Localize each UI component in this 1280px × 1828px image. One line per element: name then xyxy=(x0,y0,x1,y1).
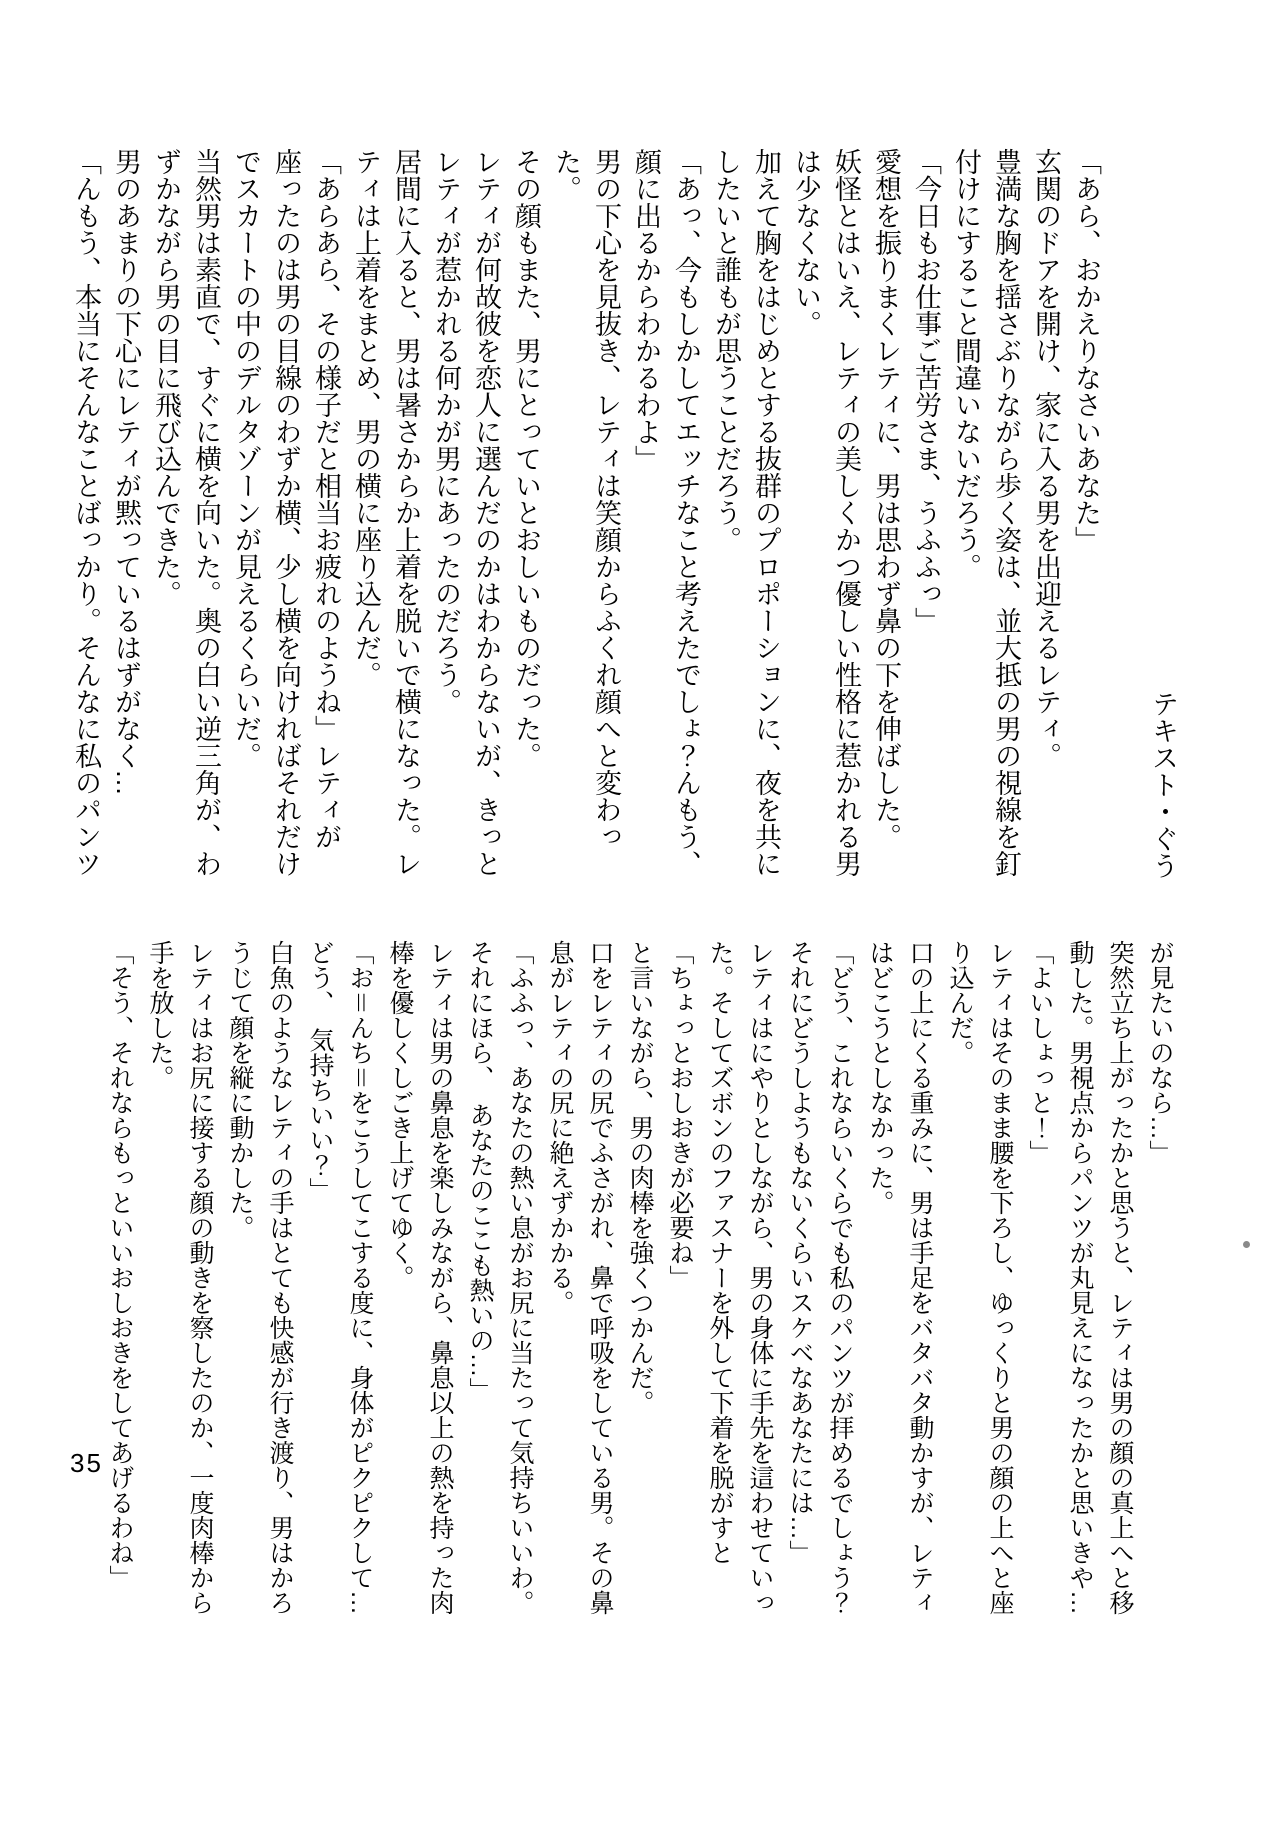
paragraph: 「どう、これならいくらでも私のパンツが拝めるでしょう？それにどうしようもないくらいスケベなあなたには…」 xyxy=(786,940,854,1615)
paragraph: レティは男の鼻息を楽しみながら、鼻息以上の熱を持った肉棒を優しくしごき上げてゆく。 xyxy=(386,940,454,1615)
text-credit: テキスト・ぐう xyxy=(1148,690,1178,879)
paragraph: 「あっ、今もしかしてエッチなこと考えたでしょ？んもう、顔に出るからわかるわよ」 xyxy=(631,148,701,877)
paragraph: 「お＝んち＝をこうしてこする度に、身体がピクピクして…どう、 気持ちいい？」 xyxy=(306,940,374,1616)
top-text-block xyxy=(66,148,1106,888)
paragraph: 妖怪とはいえ、レティの美しくかつ優しい性格に惹かれる男は少なくない。 xyxy=(791,148,861,877)
paragraph: と言いながら、男の肉棒を強くつかんだ。 xyxy=(626,940,654,1415)
page-number: 35 xyxy=(70,1448,103,1478)
paragraph: 「ちょっとおしおきが必要ね」 xyxy=(666,940,694,1290)
paragraph: レティはお尻に接する顔の動きを察したのか、一度肉棒から手を放した。 xyxy=(146,940,214,1615)
paragraph: 豊満な胸を揺さぶりながら歩く姿は、並大抵の男の視線を釘付けにすること間違いないだろう。 xyxy=(951,148,1021,877)
paragraph: 「今日もお仕事ご苦労さま、うふふっ」 xyxy=(911,148,941,634)
paragraph: 「あら、おかえりなさいあなた」 xyxy=(1071,148,1101,553)
paragraph: 白魚のようなレティの手はとても快感が行き渡り、男はかろうじて顔を縦に動かした。 xyxy=(226,940,294,1615)
scan-speck xyxy=(1243,1241,1250,1248)
paragraph: レティはにやりとしながら、男の身体に手先を這わせていった。そしてズボンのファスナーを外して下着を脱がすと xyxy=(706,940,774,1615)
paragraph: 愛想を振りまくレティに、男は思わず鼻の下を伸ばした。 xyxy=(871,148,901,850)
paragraph: 加えて胸をはじめとする抜群のプロポーションに、夜を共にしたいと誰もが思うことだろう。 xyxy=(711,148,781,877)
bottom-text-block xyxy=(100,940,1180,1620)
paragraph: その顔もまた、男にとっていとおしいものだった。 xyxy=(511,148,541,769)
paragraph: 「よいしょっと！」 xyxy=(1026,940,1054,1165)
paragraph: 「あらあら、その様子だと相当お疲れのようね」レティが座ったのは男の目線のわずか横、少し横を向ければそれだけでスカートの中のデルタゾーンが見えるくらいだ。 xyxy=(231,148,341,877)
paragraph: 男の下心を見抜き、レティは笑顔からふくれ顔へと変わった。 xyxy=(551,148,621,850)
paragraph: 居間に入ると、男は暑さからか上着を脱いで横になった。レティは上着をまとめ、男の横に座り込んだ。 xyxy=(351,148,421,877)
paragraph: レティが何故彼を恋人に選んだのかはわからないが、きっとレティが惹かれる何かが男にあったのだろう。 xyxy=(431,148,501,877)
paragraph: 「んもう、本当にそんなことばっかり。そんなに私のパンツ xyxy=(71,148,101,877)
paragraph: が見たいのなら…」 xyxy=(1146,940,1174,1165)
paragraph: 男のあまりの下心にレティが黙っているはずがなく… xyxy=(111,148,141,796)
paragraph: レティはそのまま腰を下ろし、ゆっくりと男の顔の上へと座り込んだ。 xyxy=(946,940,1014,1615)
paragraph: 口の上にくる重みに、男は手足をバタバタ動かすが、レティはどこうとしなかった。 xyxy=(866,940,934,1615)
paragraph: 「そう、それならもっといいおしおきをしてあげるわね」 xyxy=(106,940,134,1590)
paragraph: 「ふふっ、あなたの熱い息がお尻に当たって気持ちいいわ。それにほら、 あなたのここも熱いの…」 xyxy=(466,940,534,1615)
paragraph: 当然男は素直で、すぐに横を向いた。奥の白い逆三角が、わずかながら男の目に飛び込んできた。 xyxy=(151,148,221,877)
paragraph: 口をレティの尻でふさがれ、鼻で呼吸をしている男。その鼻息がレティの尻に絶えずかかる。 xyxy=(546,940,614,1615)
paragraph: 玄関のドアを開け、家に入る男を出迎えるレティ。 xyxy=(1031,148,1061,769)
paragraph: 突然立ち上がったかと思うと、レティは男の顔の真上へと移動した。男視点からパンツが丸見えになったかと思いきや… xyxy=(1066,940,1134,1615)
